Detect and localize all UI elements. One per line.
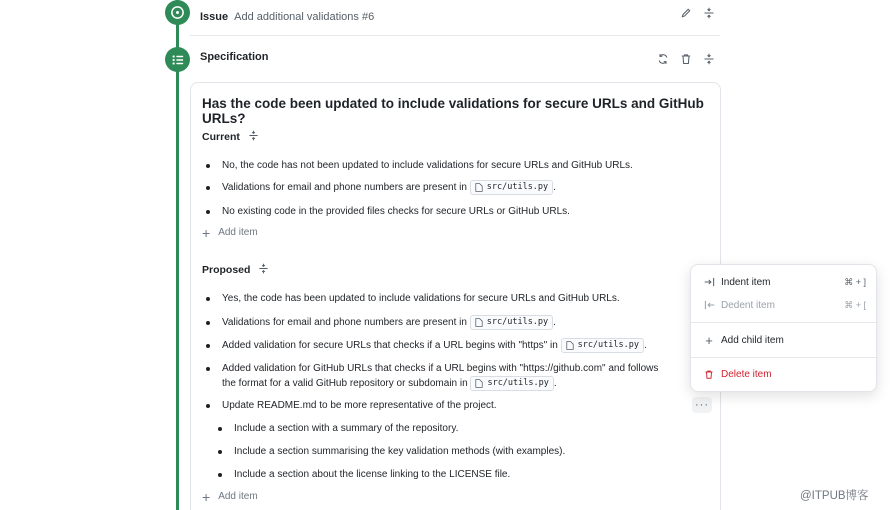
timeline-line: [176, 0, 179, 510]
bullet: [218, 427, 222, 431]
collapse-icon[interactable]: [258, 263, 269, 277]
issue-status-icon: [165, 0, 190, 25]
item-text: .: [553, 317, 556, 329]
bullet: [218, 450, 222, 454]
proposed-section-label: [202, 263, 269, 277]
current-section-label: [202, 130, 259, 144]
file-icon: [475, 379, 483, 388]
item-text: Yes, the code has been updated to include validations for secure URLs and GitHub URLs.: [222, 293, 620, 304]
file-icon: [475, 183, 483, 192]
list-item[interactable]: [222, 158, 633, 173]
collapse-icon[interactable]: [701, 51, 717, 67]
file-reference[interactable]: src/utils.py: [561, 338, 644, 353]
shortcut-hint: ⌘ + ]: [844, 276, 866, 287]
proposed-label: Proposed: [202, 264, 251, 276]
delete-item-menu-item[interactable]: [691, 363, 878, 385]
item-text: .: [553, 378, 557, 390]
file-reference[interactable]: src/utils.py: [470, 376, 553, 391]
item-text: Validations for email and phone numbers are present in: [222, 182, 467, 194]
menu-label: Add child item: [721, 334, 784, 346]
plus-icon: +: [202, 488, 211, 505]
shortcut-hint: ⌘ + [: [844, 299, 866, 310]
bullet: [206, 404, 210, 408]
bullet: [206, 210, 210, 214]
edit-pencil-icon[interactable]: [678, 5, 694, 21]
add-item-button[interactable]: [202, 488, 258, 505]
list-item[interactable]: [222, 338, 647, 353]
list-item[interactable]: [222, 204, 570, 219]
more-options-button[interactable]: ···: [692, 397, 712, 413]
add-item-label: Add item: [218, 227, 258, 238]
divider: [190, 35, 720, 36]
issue-label: Issue: [200, 11, 229, 23]
watermark: @ITPUB博客: [800, 490, 869, 502]
bullet: [206, 164, 210, 168]
item-text: Validations for email and phone numbers are present in: [222, 317, 467, 329]
child-list-item[interactable]: [234, 467, 510, 482]
child-list-item[interactable]: [234, 421, 458, 436]
item-context-menu: [690, 264, 877, 392]
plus-icon: +: [202, 224, 211, 241]
add-child-item-menu-item[interactable]: [691, 329, 878, 351]
indent-item-menu-item[interactable]: [691, 271, 878, 293]
menu-divider: [691, 322, 878, 323]
item-text: the format for a valid GitHub repository or subdomain in: [222, 378, 468, 390]
bullet: [206, 297, 210, 301]
dedent-item-menu-item[interactable]: [691, 294, 878, 316]
menu-divider: [691, 357, 878, 358]
dedent-icon: [703, 300, 715, 310]
current-label: Current: [202, 131, 240, 143]
collapse-icon[interactable]: [248, 130, 259, 144]
item-text: No existing code in the provided files checks for secure URLs or GitHub URLs.: [222, 206, 570, 217]
list-item[interactable]: [222, 361, 682, 391]
add-item-button[interactable]: [202, 224, 258, 241]
bullet: [206, 186, 210, 190]
file-reference[interactable]: src/utils.py: [470, 315, 553, 330]
list-item[interactable]: [222, 291, 620, 306]
item-text: Added validation for secure URLs that checks if a URL begins with "https" in: [222, 340, 558, 352]
checklist-icon: [165, 47, 190, 72]
menu-label: Indent item: [721, 276, 771, 288]
file-icon: [566, 341, 574, 350]
plus-icon: +: [705, 332, 713, 348]
trash-icon: [703, 369, 715, 380]
bullet: [206, 344, 210, 348]
trash-icon[interactable]: [678, 51, 694, 67]
item-text: .: [553, 182, 556, 194]
menu-label: Dedent item: [721, 299, 775, 311]
item-text: Added validation for GitHub URLs that checks if a URL begins with "https://github.com" and follows: [222, 363, 659, 374]
list-item[interactable]: [222, 180, 556, 195]
menu-label: Delete item: [721, 368, 772, 380]
list-item[interactable]: [222, 315, 556, 330]
indent-icon: [703, 277, 715, 287]
add-item-label: Add item: [218, 491, 258, 502]
issue-row: [200, 6, 720, 28]
list-item[interactable]: [222, 398, 497, 413]
bullet: [218, 473, 222, 477]
issue-title[interactable]: Add additional validations #6: [234, 11, 375, 23]
bullet: [206, 321, 210, 325]
item-text: Include a section with a summary of the repository.: [234, 423, 459, 434]
item-text: Include a section about the license linking to the LICENSE file.: [234, 469, 511, 480]
spec-question: Has the code been updated to include validations for secure URLs and GitHub URLs?: [202, 96, 704, 126]
bullet: [206, 367, 210, 371]
refresh-icon[interactable]: [655, 51, 671, 67]
collapse-icon[interactable]: [701, 5, 717, 21]
specification-label: Specification: [200, 51, 269, 63]
child-list-item[interactable]: [234, 444, 565, 459]
item-text: Include a section summarising the key validation methods (with examples).: [234, 446, 566, 457]
item-text: .: [644, 340, 647, 352]
item-text: No, the code has not been updated to include validations for secure URLs and GitHub URLs.: [222, 160, 633, 171]
file-reference[interactable]: src/utils.py: [470, 180, 553, 195]
specification-card: [190, 82, 721, 510]
item-text: Update README.md to be more representative of the project.: [222, 400, 497, 411]
file-icon: [475, 318, 483, 327]
